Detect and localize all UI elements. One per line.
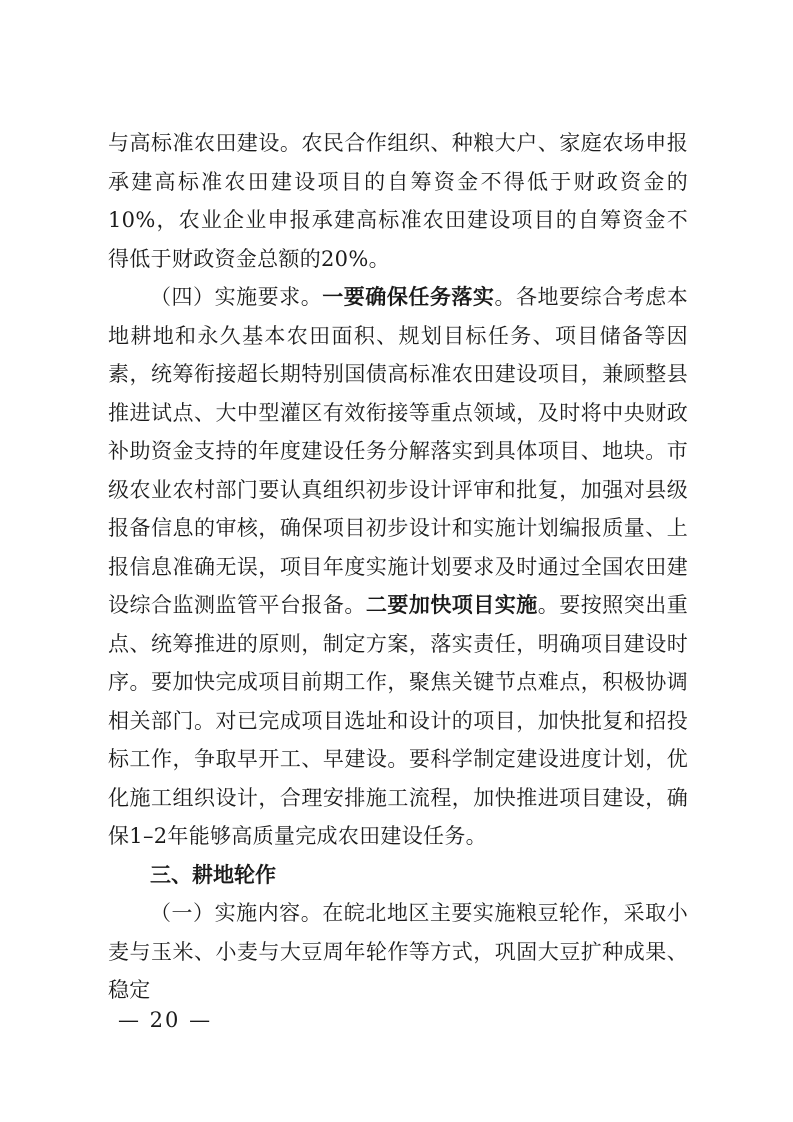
section-heading-crop-rotation: 三、耕地轮作 xyxy=(150,862,276,887)
section-label: （四）实施要求。 xyxy=(150,285,323,309)
paragraph-text: 。各地要综合考虑本地耕地和永久基本农田面积、规划目标任务、项目储备等因素，统筹衔接超长期特别国债高标准农田建设项目，兼顾整县推进试点、大中型灌区有效衔接等重点领域，及时将中央财政补助资金支持的年度建设任务分解落实到具体项目、地块。市级农业农村部门要认真组织初步设计评审和批复，加强对县级报备信息的审核，确保项目初步设计和实施计划编报质量、上报信息准确无误，项目年度实施计划要求及时通过全国农田建设综合监测监管平台报备。 xyxy=(108,285,688,617)
emphasis-project-implementation: 二要加快项目实施 xyxy=(365,593,538,617)
paragraph-funding: 与高标准农田建设。农民合作组织、种粮大户、家庭农场申报承建高标准农田建设项目的自筹资金不得低于财政资金的10%，农业企业申报承建高标准农田建设项目的自筹资金不得低于财政资金总额的20%。 xyxy=(108,131,688,271)
paragraph-rotation-content: （一）实施内容。在皖北地区主要实施粮豆轮作，采取小麦与玉米、小麦与大豆周年轮作等方式，巩固大豆扩种成果、稳定 xyxy=(108,901,688,1002)
paragraph-implementation-requirements xyxy=(108,278,688,856)
emphasis-task-implementation: 一要确保任务落实 xyxy=(322,285,495,309)
document-body xyxy=(108,124,688,1010)
paragraph-text: 。要按照突出重点、统筹推进的原则，制定方案，落实责任，明确项目建设时序。要加快完成项目前期工作，聚焦关键节点难点，积极协调相关部门。对已完成项目选址和设计的项目，加快批复和招投标工作，争取早开工、早建设。要科学制定建设进度计划，优化施工组织设计，合理安排施工流程，加快推进项目建设，确保1–2年能够高质量完成农田建设任务。 xyxy=(108,593,688,848)
page-number: — 20 — xyxy=(118,1008,213,1032)
